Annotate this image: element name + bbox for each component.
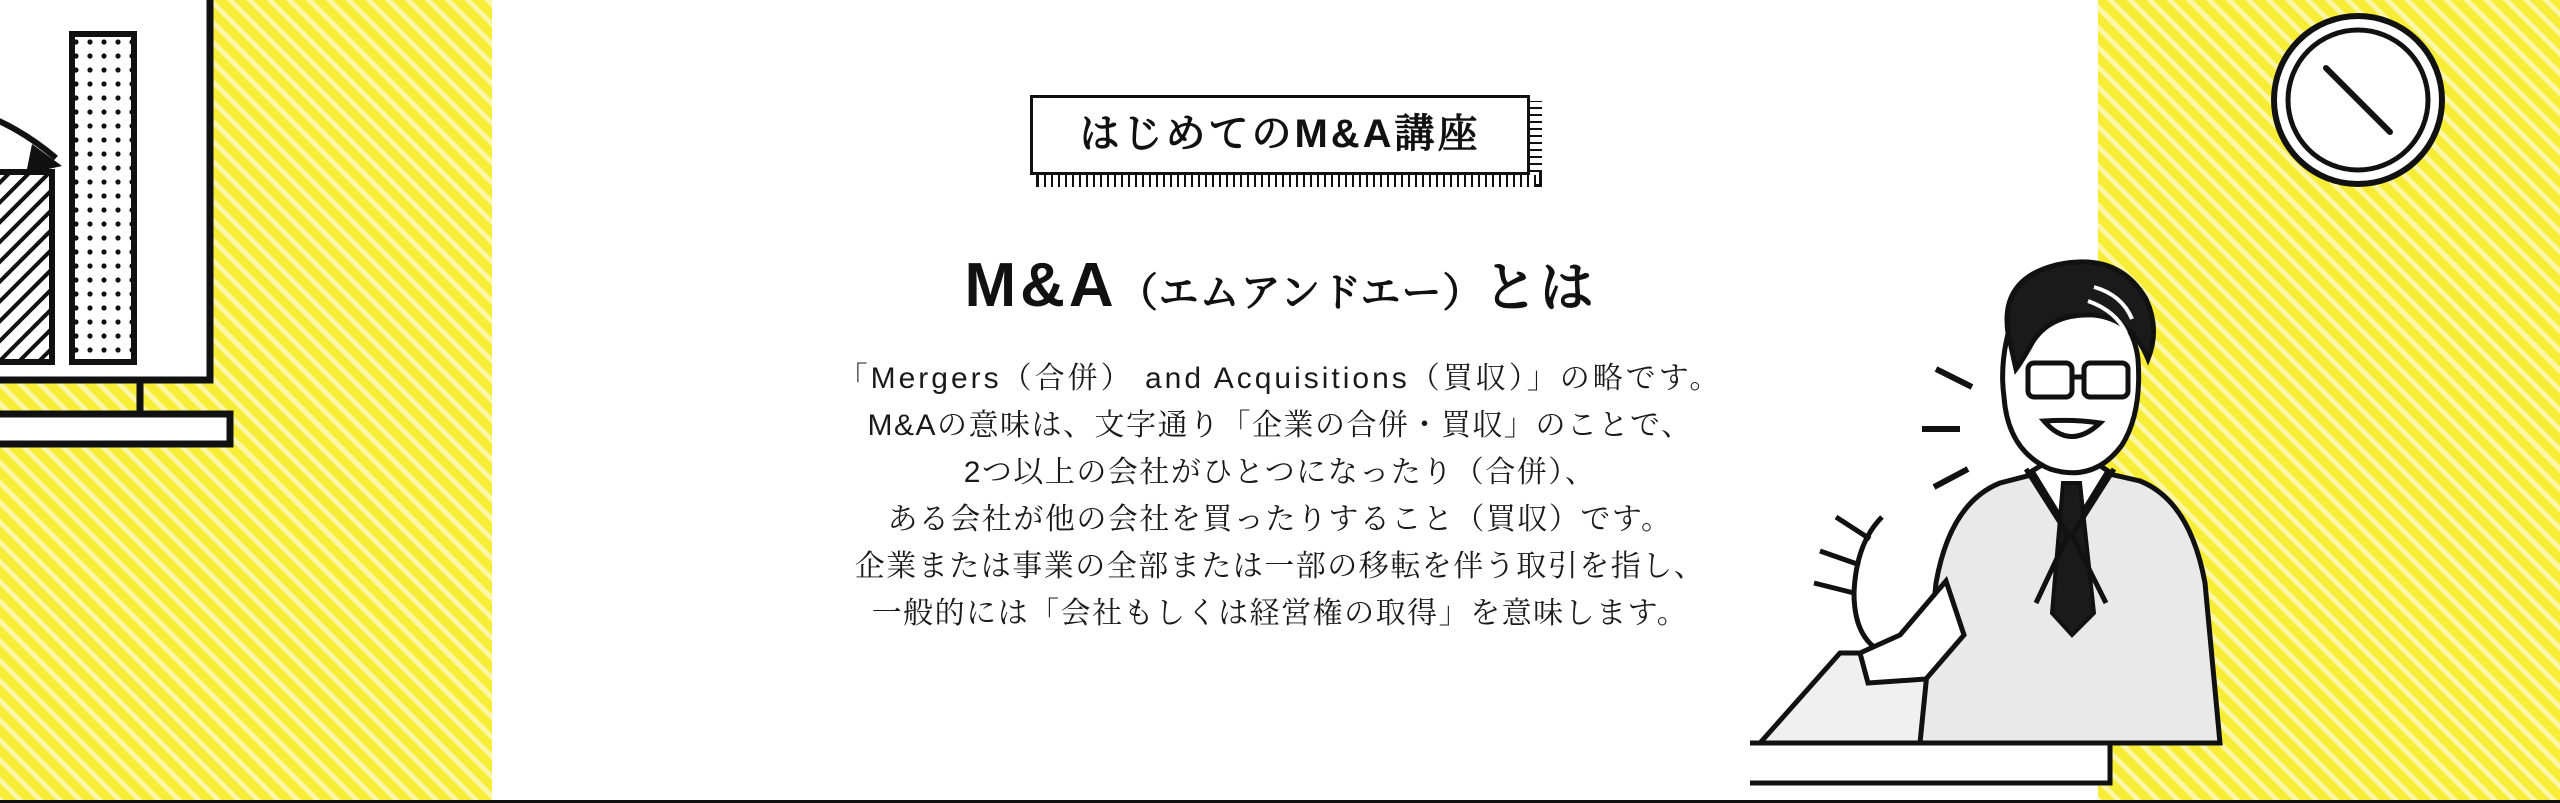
body-line: 一般的には「会社もしくは経営権の取得」を意味します。	[871, 597, 1689, 630]
clock-illustration	[2268, 10, 2448, 190]
title-kana: （エムアンドエー）	[1117, 271, 1484, 315]
title-main: M&A	[964, 251, 1118, 320]
title-suffix: とは	[1483, 258, 1596, 318]
ribbon-label: はじめてのM&A講座	[1079, 112, 1481, 156]
body-line: 「Mergers（合併） and Acquisitions（買収）」の略です。	[837, 362, 1723, 395]
bar-chart-illustration	[0, 0, 360, 602]
businessman-illustration	[1750, 183, 2310, 803]
body-line: 企業または事業の全部または一部の移転を伴う取引を指し、	[854, 550, 1706, 583]
body-line: ある会社が他の会社を買ったりすること（買収）です。	[887, 503, 1673, 536]
body-line: M&Aの意味は、文字通り「企業の合併・買収」のことで、	[867, 409, 1693, 442]
body-line: 2つ以上の会社がひとつになったり（合併）、	[963, 456, 1597, 489]
